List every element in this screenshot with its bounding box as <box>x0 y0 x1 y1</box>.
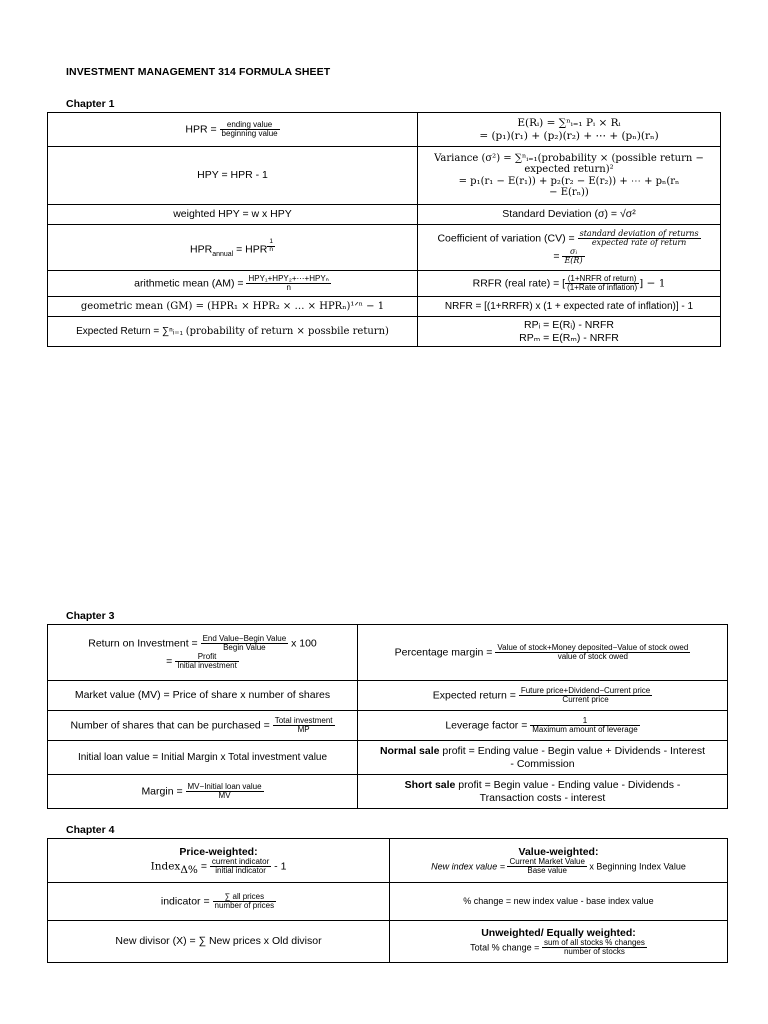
price-weighted-formula: Price-weighted: Index$_{\Delta\%}$ = $\frac{\text{current indicator}}{\text{initial indicator}}$ - 1 <box>48 839 390 883</box>
equally-weighted-formula: Unweighted/ Equally weighted: Total % change = $\frac{\text{sum of all stocks \% changes}}{\text{number of stocks}}$ <box>390 921 728 963</box>
expected-return-ch3-formula: Expected return = $\frac{\text{Future price+Dividend−Current price}}{\text{Current price}}$ <box>358 681 728 711</box>
hpr-annual-formula: $HPR_{annual}$ = HPR $^{\frac{1}{n}}$ <box>48 225 418 271</box>
roi-formula: Return on Investment = $\frac{\text{End Value−Begin Value}}{\text{Begin Value}}$ x 100 = $\frac{\text{Profit}}{\text{Initial investment}}$ <box>48 625 358 681</box>
chapter1-heading: Chapter 1 <box>66 98 115 110</box>
chapter3-heading: Chapter 3 <box>66 610 115 622</box>
weighted-hpy-formula: weighted HPY = w x HPY <box>48 205 418 225</box>
leverage-factor-formula: Leverage factor = $\frac{1}{\text{Maximum amount of leverage}}$ <box>358 711 728 741</box>
cv-formula: Coefficient of variation (CV) = $\frac{\text{standard deviation of returns}}{\text{expected rate of return}}$ = $\frac{\text{σᵢ}}{E(R)}$ <box>418 225 721 271</box>
arithmetic-mean-formula: arithmetic mean (AM) = $\frac{\text{HPY₁+HPY₂+⋯+HPYₙ}}{n}$ <box>48 271 418 297</box>
document-title: INVESTMENT MANAGEMENT 314 FORMULA SHEET <box>66 66 331 78</box>
hpy-formula: HPY = HPR - 1 <box>48 147 418 205</box>
rrfr-formula: RRFR (real rate) = [ $\frac{\text{(1+NRFR of return)}}{\text{(1+Rate of inflation)}}$ ] − 1 <box>418 271 721 297</box>
indicator-formula: indicator = $\frac{\text{∑ all prices}}{\text{number of prices}}$ <box>48 883 390 921</box>
new-divisor-formula: New divisor (X) = ∑ New prices x Old divisor <box>48 921 390 963</box>
hpr-formula: HPR = $\frac{\text{ending value}}{\text{beginning value}}$ <box>48 113 418 147</box>
value-weighted-formula: Value-weighted: New index value = $\frac{\text{Current Market Value}}{\text{Base value}}$ x Beginning Index Value <box>390 839 728 883</box>
variance-formula: Variance (σ²) = ∑ⁿᵢ₌₁(probability × (possible return − expected return)² = p₁(r₁ − E(r₁)) + p₂(r₂ − E(r₂)) + ⋯ + pₙ(rₙ − E(rₙ)) <box>418 147 721 205</box>
normal-sale-formula: Normal sale profit = Ending value - Begin value + Dividends - Interest - Commission <box>358 741 728 775</box>
nrfr-formula: NRFR = [(1+RRFR) x (1 + expected rate of inflation)] - 1 <box>418 297 721 317</box>
short-sale-formula: Short sale profit = Begin value - Ending value - Dividends - Transaction costs - interest <box>358 775 728 809</box>
margin-formula: Margin = $\frac{\text{MV−Initial loan value}}{MV}$ <box>48 775 358 809</box>
chapter1-table <box>47 112 721 347</box>
risk-premium-formulas: RPᵢ = E(Rᵢ) - NRFR RPₘ = E(Rₘ) - NRFR <box>418 317 721 347</box>
market-value-formula: Market value (MV) = Price of share x number of shares <box>48 681 358 711</box>
initial-loan-formula: Initial loan value = Initial Margin x Total investment value <box>48 741 358 775</box>
std-deviation-formula: Standard Deviation (σ) = √σ² <box>418 205 721 225</box>
chapter4-heading: Chapter 4 <box>66 824 115 836</box>
geometric-mean-formula: geometric mean (GM) = (HPR₁ × HPR₂ × … × HPRₙ)¹ᐟⁿ − 1 <box>48 297 418 317</box>
chapter4-table <box>47 838 728 963</box>
expected-return-formula: Expected Return = ∑ⁿᵢ₌₁ (probability of return × possbile return) <box>48 317 418 347</box>
chapter3-table <box>47 624 728 809</box>
percent-change-formula: % change = new index value - base index value <box>390 883 728 921</box>
expected-return-i-formula: E(Rᵢ) = ∑ⁿᵢ₌₁ Pᵢ × Rᵢ = (p₁)(r₁) + (p₂)(r₂) + ⋯ + (pₙ)(rₙ) <box>418 113 721 147</box>
number-of-shares-formula: Number of shares that can be purchased = $\frac{\text{Total investment}}{MP}$ <box>48 711 358 741</box>
percentage-margin-formula: Percentage margin = $\frac{\text{Value of stock+Money deposited−Value of stock owed}}{\text{value of stock owed}}$ <box>358 625 728 681</box>
